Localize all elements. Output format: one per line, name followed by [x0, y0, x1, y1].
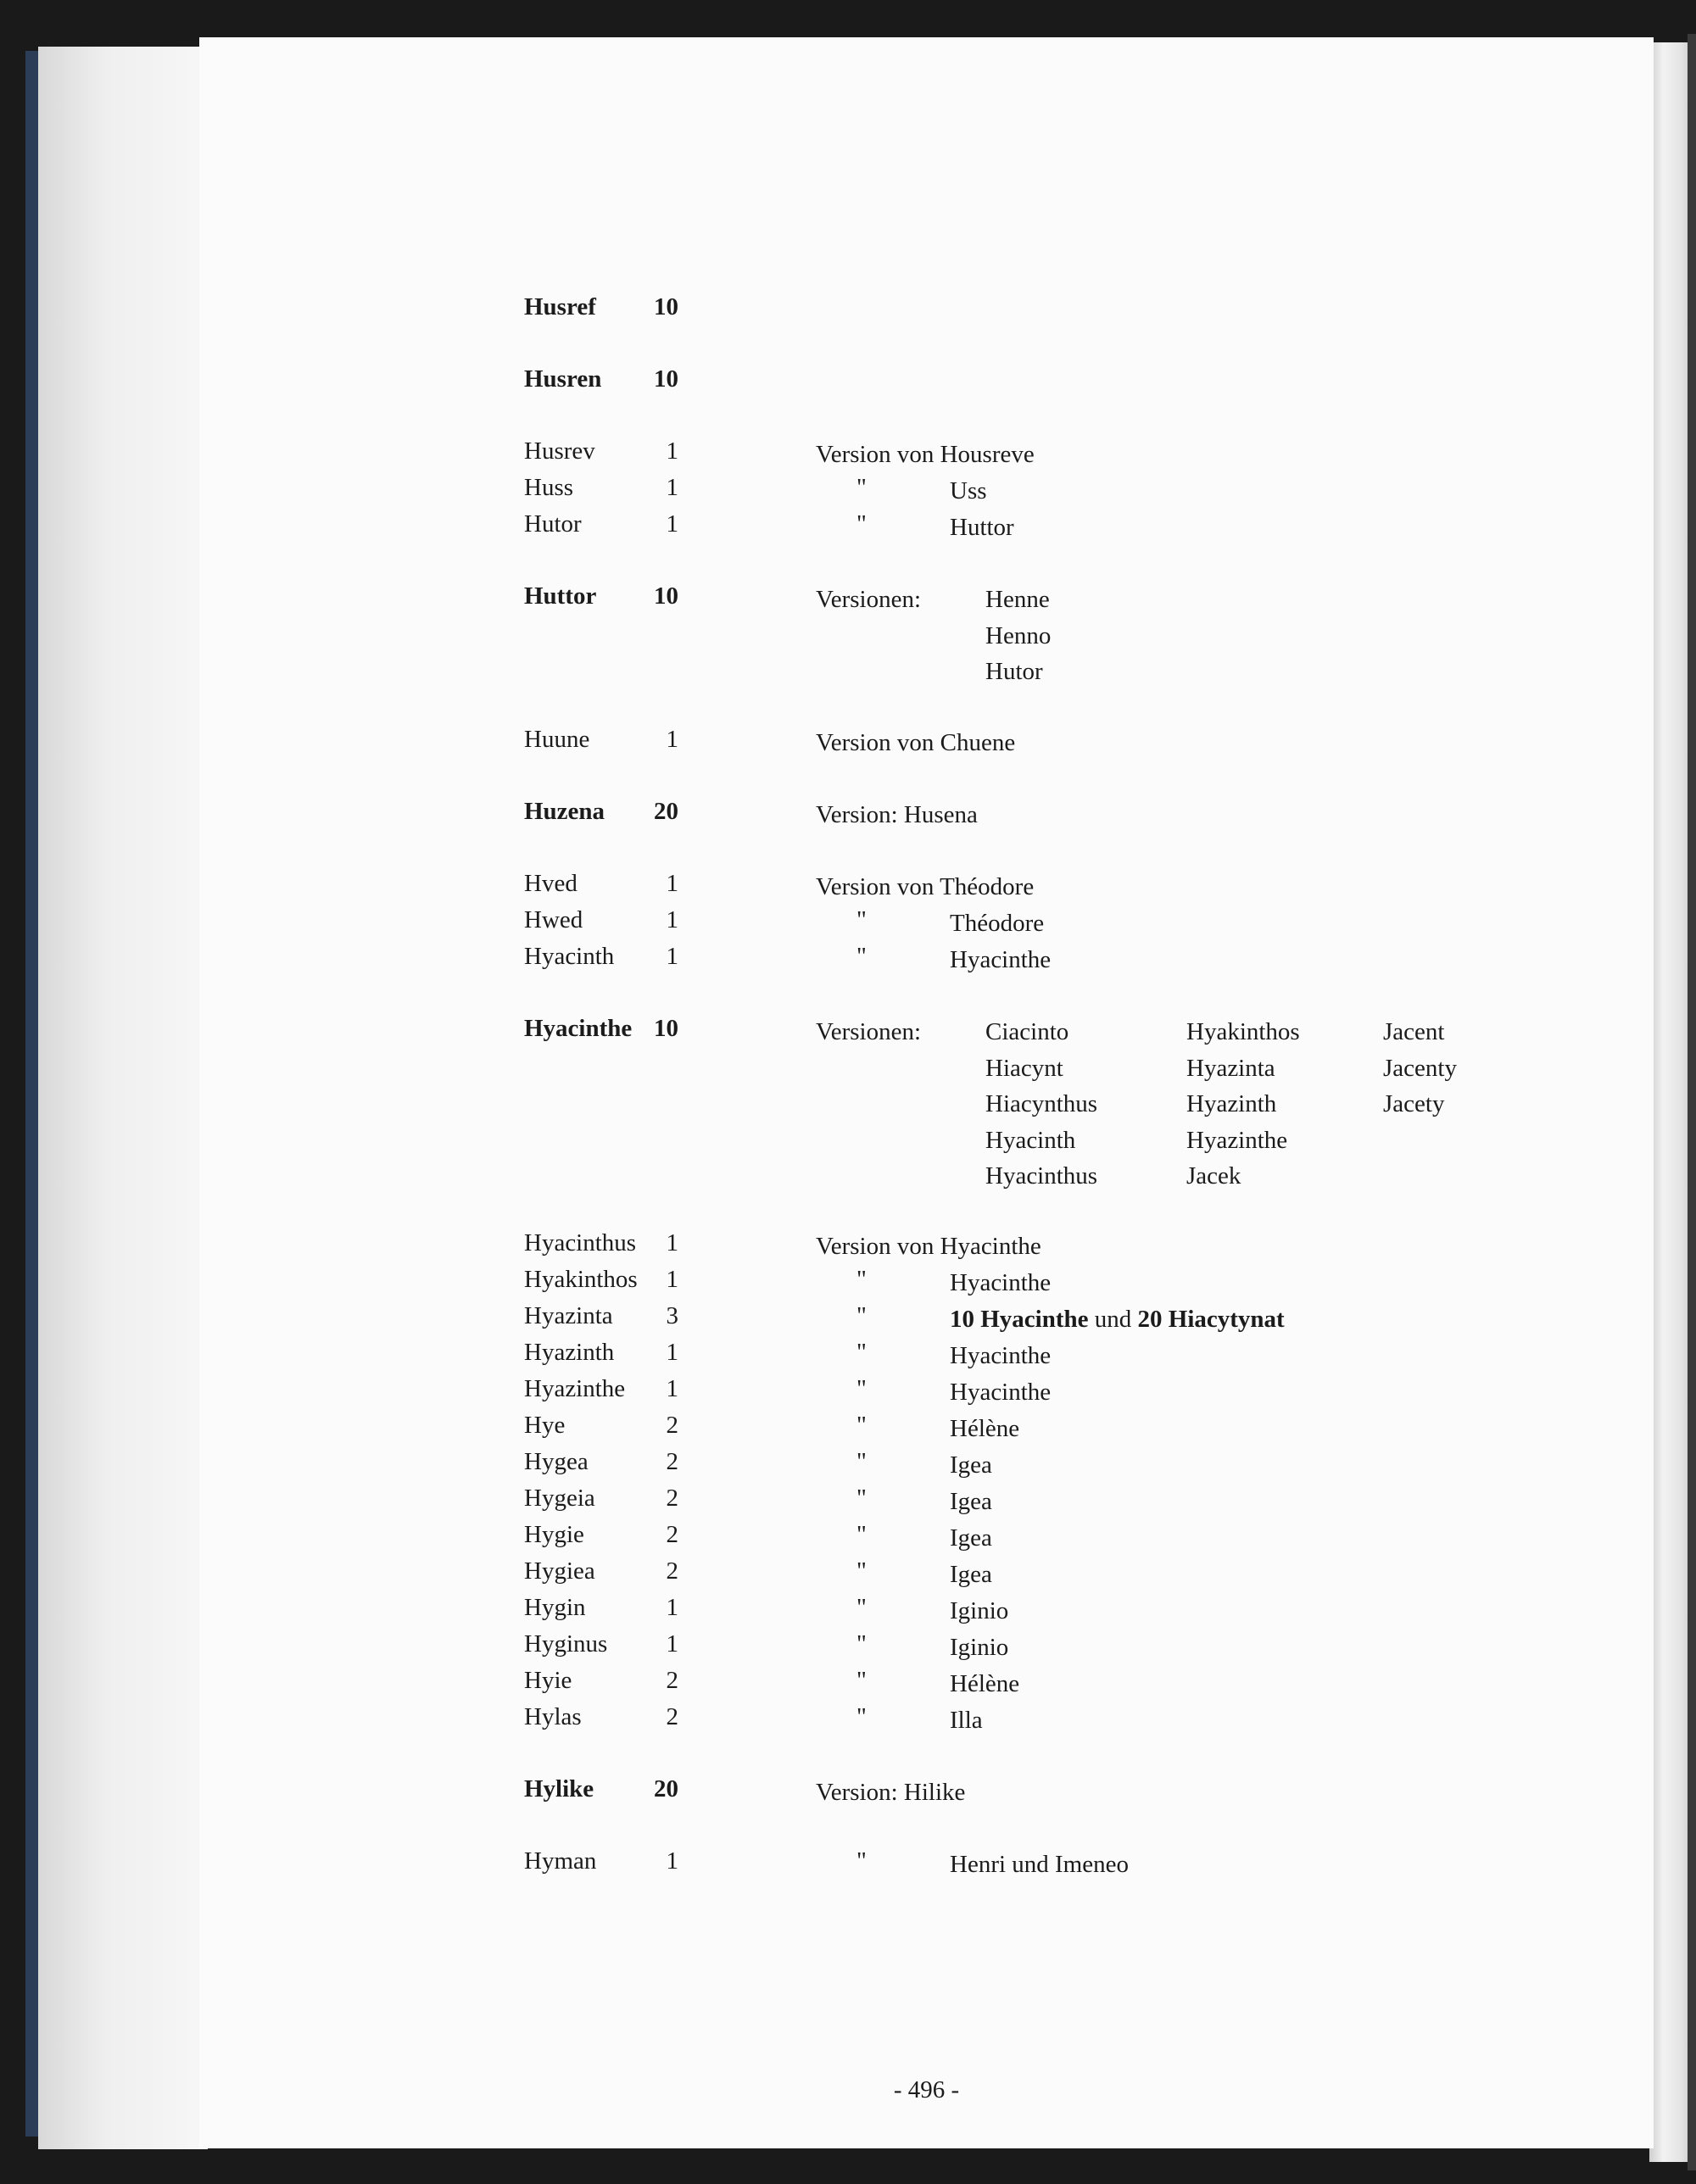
- entry-value: Hélène: [950, 1670, 1020, 1697]
- list-item: [199, 474, 1654, 511]
- ditto-mark: ": [856, 1302, 867, 1329]
- ditto-mark: ": [856, 1847, 867, 1875]
- list-item: [199, 437, 1654, 475]
- entry-count: 1: [666, 437, 678, 465]
- list-item: [199, 1339, 1654, 1376]
- entry-value: Igea: [950, 1524, 992, 1552]
- entry-count: 1: [666, 1266, 678, 1293]
- version-name: Jacent: [1383, 1018, 1445, 1045]
- list-item: [199, 1521, 1654, 1558]
- list-item: [199, 1375, 1654, 1412]
- list-item: [199, 1485, 1654, 1522]
- entry-description: Version: Husena: [816, 801, 978, 828]
- ditto-mark: ": [856, 1266, 867, 1293]
- ditto-mark: ": [856, 1667, 867, 1694]
- entry-name: Hylike: [524, 1775, 594, 1802]
- list-item: [199, 726, 1654, 763]
- version-name: Hyacinth: [985, 1126, 1076, 1154]
- entry-name: Hylas: [524, 1703, 582, 1730]
- entry-name: Huune: [524, 726, 590, 753]
- list-item: [199, 870, 1654, 907]
- entry-count: 2: [666, 1521, 678, 1548]
- version-name: Jacek: [1186, 1162, 1241, 1190]
- entry-count: 2: [666, 1557, 678, 1585]
- entry-name: Hyazinta: [524, 1302, 613, 1329]
- entry-count: 10: [654, 1015, 678, 1042]
- entry-name: Huzena: [524, 798, 605, 825]
- entry-name: Hyazinthe: [524, 1375, 626, 1402]
- list-item: [199, 906, 1654, 944]
- entry-name: Husrev: [524, 437, 595, 465]
- book-cover-right: [1688, 34, 1696, 2170]
- entry-count: 1: [666, 1375, 678, 1402]
- list-item: [199, 510, 1654, 548]
- entry-count: 20: [654, 1775, 678, 1802]
- list-item: [199, 1667, 1654, 1704]
- ditto-mark: ": [856, 1594, 867, 1621]
- entry-description: Version von Housreve: [816, 441, 1035, 468]
- list-item: [199, 293, 1654, 331]
- entry-name: Hyazinth: [524, 1339, 615, 1366]
- version-name: Hyazinthe: [1186, 1126, 1288, 1154]
- list-item: [199, 943, 1654, 980]
- entry-value: Henri und Imeneo: [950, 1851, 1129, 1878]
- entry-name: Husren: [524, 365, 602, 393]
- entry-value: Huttor: [950, 514, 1014, 541]
- list-item: [199, 1775, 1654, 1813]
- entry-name: Hved: [524, 870, 577, 897]
- ditto-mark: ": [856, 1521, 867, 1548]
- ditto-mark: ": [856, 906, 867, 933]
- ref-joiner: und: [1088, 1306, 1138, 1333]
- list-item: [199, 1229, 1654, 1267]
- version-name: Hyazinth: [1186, 1090, 1277, 1117]
- version-name: Hutor: [985, 658, 1043, 685]
- version-name: Henne: [985, 586, 1050, 613]
- entry-count: 1: [666, 1339, 678, 1366]
- entry-value: Hyacinthe: [950, 1379, 1052, 1406]
- list-item: [199, 1703, 1654, 1741]
- ref-a: 10 Hyacinthe: [950, 1306, 1089, 1333]
- page-number: - 496 -: [893, 2076, 960, 2103]
- entry-count: 20: [654, 798, 678, 825]
- entry-name: Hyie: [524, 1667, 572, 1694]
- entry-value: Hélène: [950, 1415, 1020, 1442]
- entry-count: 1: [666, 726, 678, 753]
- entry-count: 2: [666, 1412, 678, 1439]
- entry-value: Igea: [950, 1488, 992, 1515]
- versions-column: [1186, 1018, 1300, 1199]
- entry-name: Hyman: [524, 1847, 597, 1875]
- entry-name: Husref: [524, 293, 596, 320]
- entry-count: 2: [666, 1667, 678, 1694]
- version-name: Hyacinthus: [985, 1162, 1098, 1190]
- entry-count: 10: [654, 293, 678, 320]
- versions-label: Versionen:: [816, 1018, 922, 1045]
- entry-name: Hyacinthus: [524, 1229, 637, 1256]
- version-name: Jacety: [1383, 1090, 1445, 1117]
- entry-value: Igea: [950, 1561, 992, 1588]
- ditto-mark: ": [856, 1339, 867, 1366]
- entry-description: Version von Chuene: [816, 729, 1016, 756]
- entry-value: [950, 1306, 1285, 1334]
- list-item: [199, 1302, 1654, 1340]
- version-name: Henno: [985, 621, 1052, 649]
- entry-description: Version von Hyacinthe: [816, 1233, 1041, 1260]
- entry-count: 1: [666, 1594, 678, 1621]
- entry-count: 2: [666, 1448, 678, 1475]
- version-name: Hyakinthos: [1186, 1018, 1300, 1045]
- entry-name: Hyacinth: [524, 943, 615, 970]
- entry-name: Hutor: [524, 510, 582, 538]
- entry-name: Hygeia: [524, 1485, 595, 1512]
- versions-column: [1383, 1018, 1457, 1127]
- versions-column: [985, 1018, 1097, 1199]
- ditto-mark: ": [856, 1412, 867, 1439]
- entry-description: Version von Théodore: [816, 873, 1035, 900]
- list-item: [199, 1448, 1654, 1485]
- page-edges-left: [38, 47, 208, 2149]
- ditto-mark: ": [856, 1703, 867, 1730]
- entry-value: Igea: [950, 1451, 992, 1479]
- ditto-mark: ": [856, 943, 867, 970]
- entry-value: Illa: [950, 1707, 983, 1734]
- versions-label: Versionen:: [816, 586, 922, 613]
- entry-name: Hygiea: [524, 1557, 595, 1585]
- version-name: Jacenty: [1383, 1054, 1457, 1082]
- entry-count: 1: [666, 943, 678, 970]
- ref-b: 20 Hiacytynat: [1137, 1306, 1285, 1333]
- entry-value: Uss: [950, 477, 987, 504]
- entry-name: Hyakinthos: [524, 1266, 638, 1293]
- version-name: Hiacynthus: [985, 1090, 1098, 1117]
- entry-count: 10: [654, 365, 678, 393]
- version-name: Hyazinta: [1186, 1054, 1275, 1082]
- entry-name: Huttor: [524, 582, 597, 610]
- entry-name: Hygea: [524, 1448, 589, 1475]
- ditto-mark: ": [856, 1485, 867, 1512]
- entry-value: Iginio: [950, 1597, 1009, 1624]
- ditto-mark: ": [856, 510, 867, 538]
- entry-name: Huss: [524, 474, 574, 501]
- entry-value: Iginio: [950, 1634, 1009, 1661]
- list-item: [199, 582, 1654, 620]
- entry-name: Hygin: [524, 1594, 586, 1621]
- entry-name: Hyginus: [524, 1630, 608, 1658]
- entry-count: 1: [666, 1847, 678, 1875]
- entry-count: 1: [666, 1630, 678, 1658]
- ditto-mark: ": [856, 1630, 867, 1658]
- versions-column: [985, 586, 1051, 694]
- entry-value: Hyacinthe: [950, 1269, 1052, 1296]
- list-item: [199, 798, 1654, 835]
- list-item: [199, 365, 1654, 403]
- book-page: [199, 37, 1654, 2148]
- list-item: [199, 1557, 1654, 1595]
- entry-count: 1: [666, 870, 678, 897]
- entry-value: Hyacinthe: [950, 946, 1052, 973]
- ditto-mark: ": [856, 1448, 867, 1475]
- entry-count: 1: [666, 474, 678, 501]
- entry-count: 2: [666, 1703, 678, 1730]
- version-name: Ciacinto: [985, 1018, 1069, 1045]
- list-item: [199, 1594, 1654, 1631]
- list-item: [199, 1412, 1654, 1449]
- entry-value: Hyacinthe: [950, 1342, 1052, 1369]
- ditto-mark: ": [856, 1557, 867, 1585]
- entry-name: Hwed: [524, 906, 583, 933]
- entry-name: Hyacinthe: [524, 1015, 633, 1042]
- ditto-mark: ": [856, 1375, 867, 1402]
- entry-count: 1: [666, 906, 678, 933]
- ditto-mark: ": [856, 474, 867, 501]
- list-item: [199, 1266, 1654, 1303]
- version-name: Hiacynt: [985, 1054, 1063, 1082]
- entry-name: Hygie: [524, 1521, 584, 1548]
- entry-count: 10: [654, 582, 678, 610]
- list-item: [199, 1630, 1654, 1668]
- entry-count: 3: [666, 1302, 678, 1329]
- entry-name: Hye: [524, 1412, 566, 1439]
- entry-count: 1: [666, 510, 678, 538]
- list-item: [199, 1847, 1654, 1885]
- entry-description: Version: Hilike: [816, 1779, 966, 1806]
- entry-count: 2: [666, 1485, 678, 1512]
- entry-value: Théodore: [950, 910, 1045, 937]
- entry-count: 1: [666, 1229, 678, 1256]
